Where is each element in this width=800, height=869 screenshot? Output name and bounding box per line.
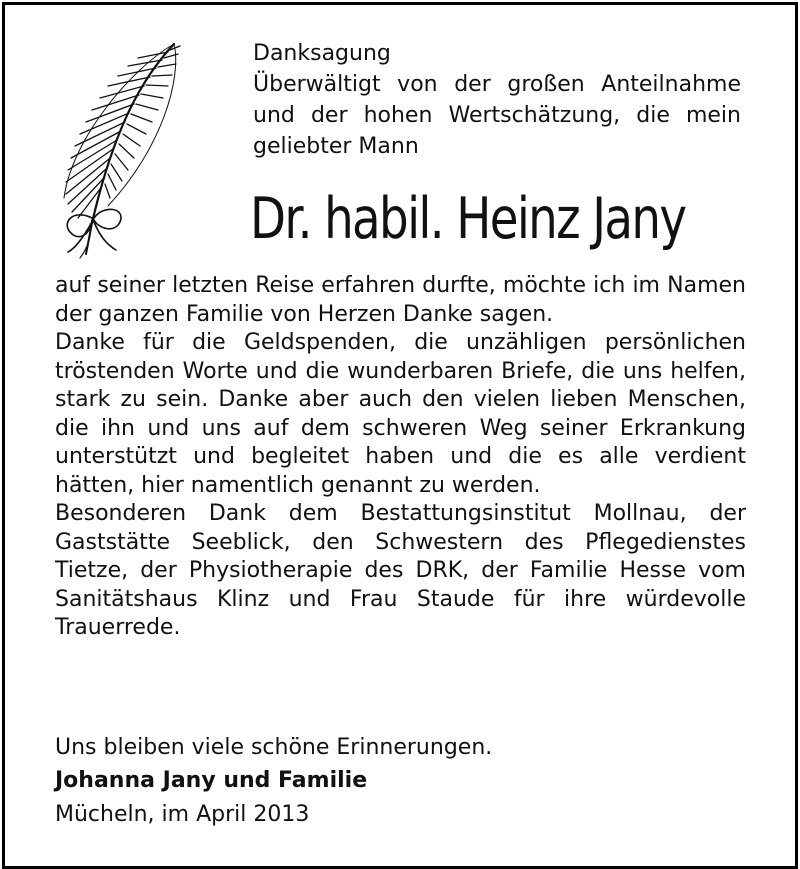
signature: Johanna Jany und Familie [55,768,368,793]
deceased-name: Dr. habil. Heinz Jany [250,186,686,252]
place-date: Mücheln, im April 2013 [55,802,310,827]
intro-text: Überwältigt von der großen Anteilnahme und der hohen Wertschätzung, die mein geliebter Mann [253,72,741,159]
memories-line: Uns bleiben viele schöne Erinnerungen. [55,735,493,760]
heading-label: Danksagung [253,41,391,66]
heading-block [253,38,741,162]
paragraph-3: Besonderen Dank dem Bestattungsinstitut Mollnau, der Gaststätte Seeblick, den Schwestern des Pflegedienstes Tietze, der Physiotherapie des DRK, der Familie Hesse vom Sanitätshaus Klinz und Frau Staude für ihre würdevolle Trauerrede. [55,501,746,640]
closing-block [55,730,655,832]
paragraph-1: auf seiner letzten Reise erfahren durfte, möchte ich im Namen der ganzen Familie von Herzen Danke sagen. [55,273,746,327]
feather-with-ribbon-icon [42,38,187,260]
paragraph-2: Danke für die Geldspenden, die unzähligen persönlichen tröstenden Worte und die wunderbaren Briefe, die uns helfen, stark zu sein. Danke aber auch den vielen lieben Menschen, die ihn und uns auf dem schweren Weg seiner Erkrankung unterstützt und begleitet haben und die es alle verdient hätten, hier namentlich genannt zu werden. [55,330,746,498]
message-body [55,272,746,643]
